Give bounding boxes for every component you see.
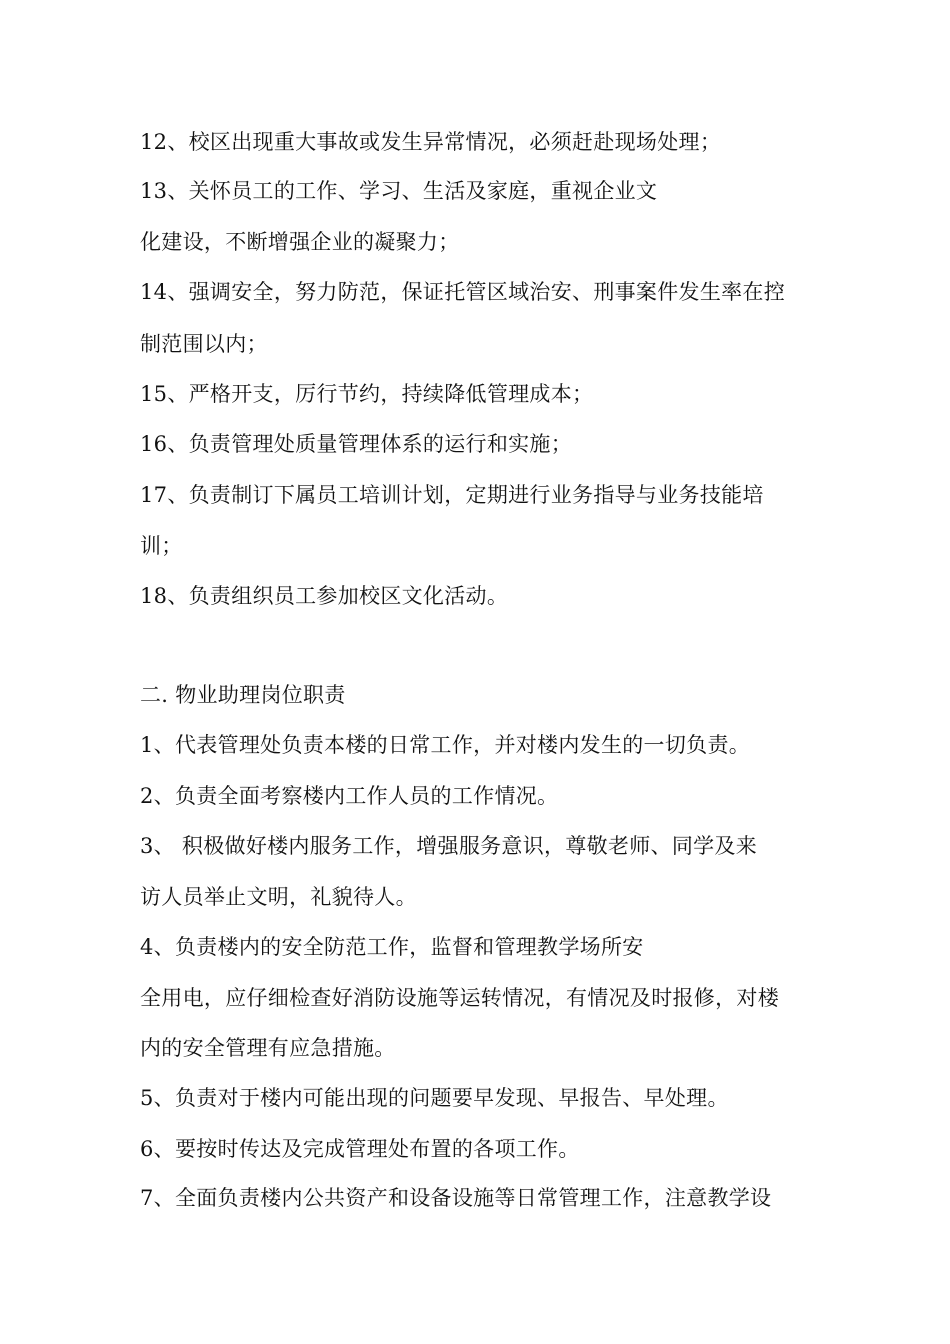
item-15-text: 15、严格开支，厉行节约，持续降低管理成本；	[140, 382, 594, 406]
item-17-text: 17、负责制订下属员工培训计划，定期进行业务指导与业务技能培	[140, 483, 764, 507]
item-14-continuation: 制范围以内；	[140, 332, 268, 356]
item-17-continuation: 训；	[140, 534, 183, 558]
duty-6-text: 6、要按时传达及完成管理处布置的各项工作。	[140, 1137, 580, 1161]
document-page	[140, 0, 840, 1344]
section-heading: 二. 物业助理岗位职责	[140, 683, 346, 707]
duty-3-continuation: 访人员举止文明，礼貌待人。	[140, 885, 417, 909]
duty-7-text: 7、全面负责楼内公共资产和设备设施等日常管理工作，注意教学设	[140, 1186, 772, 1210]
duty-1-text: 1、代表管理处负责本楼的日常工作，并对楼内发生的一切负责。	[140, 733, 751, 757]
item-12-text: 12、校区出现重大事故或发生异常情况，必须赶赴现场处理；	[140, 130, 722, 154]
duty-5-text: 5、负责对于楼内可能出现的问题要早发现、早报告、早处理。	[140, 1086, 729, 1110]
item-16-text: 16、负责管理处质量管理体系的运行和实施；	[140, 432, 573, 456]
duty-4-continuation-1: 全用电，应仔细检查好消防设施等运转情况，有情况及时报修，对楼	[140, 986, 779, 1010]
duty-2-text: 2、负责全面考察楼内工作人员的工作情况。	[140, 784, 559, 808]
item-13-continuation: 化建设，不断增强企业的凝聚力；	[140, 230, 460, 254]
item-14-text: 14、强调安全，努力防范，保证托管区域治安、刑事案件发生率在控	[140, 280, 786, 304]
duty-3-text: 3、 积极做好楼内服务工作，增强服务意识，尊敬老师、同学及来	[140, 834, 758, 858]
duty-4-text: 4、负责楼内的安全防范工作，监督和管理教学场所安	[140, 935, 644, 959]
item-13-text: 13、关怀员工的工作、学习、生活及家庭，重视企业文	[140, 179, 658, 203]
duty-4-continuation-2: 内的安全管理有应急措施。	[140, 1036, 396, 1060]
item-18-text: 18、负责组织员工参加校区文化活动。	[140, 584, 509, 608]
